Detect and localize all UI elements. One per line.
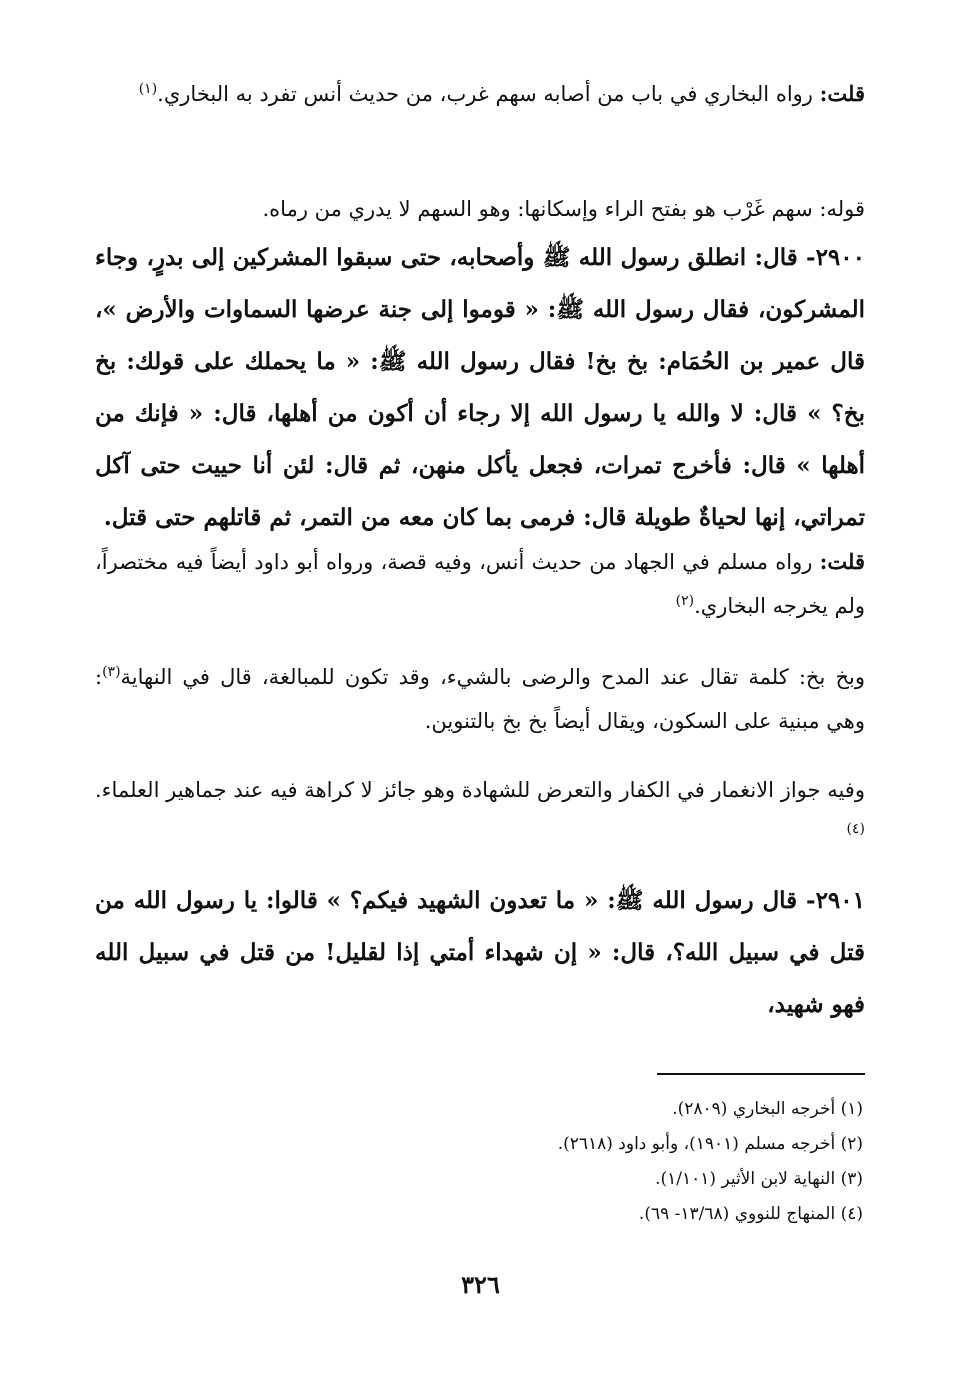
paragraph-text-continued: : وهي مبنية على السكون، ويقال أيضاً بخ بخ بالتنوين. bbox=[95, 665, 865, 733]
hadith-2901 bbox=[95, 875, 865, 1031]
footnote-1: (١) أخرجه البخاري (٢٨٠٩). bbox=[672, 1099, 863, 1119]
paragraph-text: رواه البخاري في باب من أصابه سهم غرب، من حديث أنس تفرد به البخاري. bbox=[157, 82, 820, 106]
hadith-2900 bbox=[95, 232, 865, 544]
footnote-ref-4: (٤) bbox=[846, 821, 865, 837]
footnote-4: (٤) المنهاج للنووي (١٣/٦٨- ٦٩). bbox=[638, 1204, 863, 1224]
footnote-ref-1: (١) bbox=[138, 81, 158, 97]
footnote-3: (٣) النهاية لابن الأثير (١/١٠١). bbox=[655, 1169, 863, 1189]
paragraph-text: قوله: سهم غَرْب هو بفتح الراء وإسكانها: وهو السهم لا يدري من رماه. bbox=[262, 197, 865, 221]
comment-paragraph-1 bbox=[95, 72, 865, 116]
comment-paragraph-4 bbox=[95, 655, 865, 743]
footnote-ref-3: (٣) bbox=[102, 664, 121, 680]
paragraph-text: وفيه جواز الانغمار في الكفار والتعرض للشهادة وهو جائز لا كراهة فيه عند جماهير العلماء. bbox=[95, 778, 865, 802]
comment-paragraph-5 bbox=[95, 768, 865, 856]
hadith-text: ٢٩٠١- قال رسول الله ﷺ: « ما تعدون الشهيد فيكم؟ » قالوا: يا رسول الله من قتل في سبيل الله؟، قال: « إن شهداء أمتي إذا لقليل! من قتل في سبيل الله فهو شهيد، bbox=[95, 887, 865, 1018]
page-number: ٣٢٦ bbox=[461, 1270, 500, 1299]
hadith-text: ٢٩٠٠- قال: انطلق رسول الله ﷺ وأصحابه، حتى سبقوا المشركين إلى بدرٍ، وجاء المشركون، فقال رسول الله ﷺ: « قوموا إلى جنة عرضها السماوات والأرض »، قال عمير بن الحُمَام: بخ بخ! فقال رسول الله ﷺ: « ما يحملك على قولك: بخ بخ؟ » قال: لا والله يا رسول الله إلا رجاء أن أكون من أهلها، قال: « فإنك من أهلها » قال: فأخرج تمرات، فجعل يأكل منهن، ثم قال: لئن أنا حييت حتى آكل تمراتي، إنها لحياةٌ طويلة قال: فرمى بما كان معه من التمر، ثم قاتلهم حتى قتل. bbox=[95, 244, 865, 531]
qultu-label: قلت: bbox=[819, 81, 865, 106]
comment-paragraph-3 bbox=[95, 540, 865, 628]
footnotes bbox=[263, 1092, 863, 1232]
qultu-label: قلت: bbox=[819, 549, 865, 574]
paragraph-text: رواه مسلم في الجهاد من حديث أنس، وفيه قصة، ورواه أبو داود أيضاً فيه مختصراً، ولم يخرجه البخاري. bbox=[95, 550, 865, 618]
footnote-ref-2: (٢) bbox=[675, 593, 695, 609]
footnote-2: (٢) أخرجه مسلم (١٩٠١)، وأبو داود (٢٦١٨). bbox=[557, 1134, 863, 1154]
paragraph-text: وبخ بخ: كلمة تقال عند المدح والرضى بالشيء، وقد تكون للمبالغة، قال في النهاية bbox=[120, 665, 865, 689]
footnote-divider bbox=[657, 1073, 865, 1075]
comment-paragraph-2 bbox=[95, 187, 865, 231]
